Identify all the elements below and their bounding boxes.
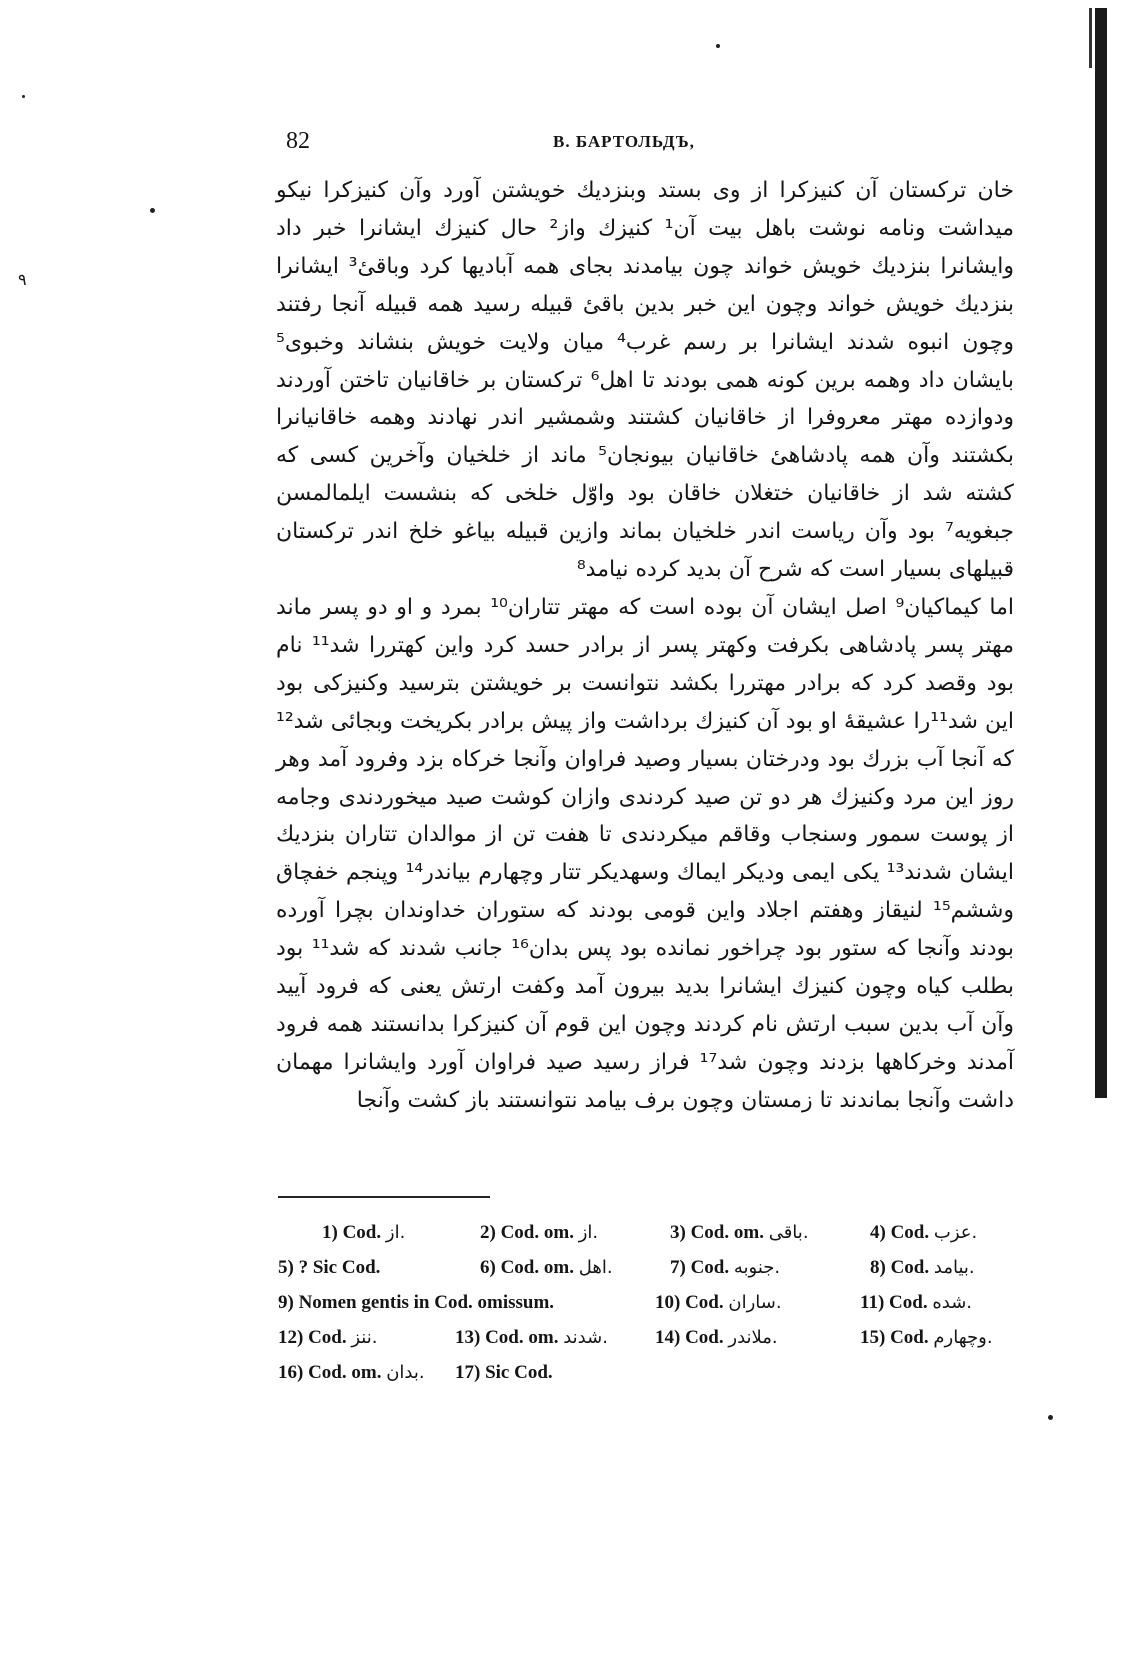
footnote-12: 12) Cod. ننز.	[278, 1327, 378, 1348]
footnote-6: 6) Cod. om. اهل.	[480, 1257, 613, 1278]
running-head: В. БАРТОЛЬДЪ,	[553, 132, 695, 151]
scan-speck	[150, 208, 155, 213]
footnote-row	[270, 1222, 1020, 1257]
footnote-9: 9) Nomen gentis in Cod. omissum.	[278, 1292, 555, 1313]
footnote-10: 10) Cod. ساران.	[655, 1292, 782, 1313]
footnote-14: 14) Cod. ملاندر.	[655, 1327, 778, 1348]
paragraph-2: اما کیماکیان⁹ اصل ایشان آن بوده است که مهتر تتاران¹⁰ بمرد و او دو پسر ماند مهتر پسر پادشاهی بکرفت وکهتر پسر از برادر حسد کرد واین کهتررا شد¹¹ نام بود وقصد کرد که برادر مهتررا بکشد نتوانست بر خویشتن بترسید وکنیزکی بود این شد¹¹را عشیقهٔ او بود آن کنیزك برداشت واز پیش برادر بکریخت وبجائی شد¹² که آنجا آب بزرك بود ودرختان بسیار وصید فراوان وآنجا خرکاه بزد وفرود آمد وهر روز این مرد وکنیزك هر دو تن صید کردندی وازان کوشت صید میخوردندی وجامه از پوست سمور وسنجاب وقاقم میکردندی تا هفت تن از موالدان تتاران بنزدیك ایشان شدند¹³ یکی ایمی ودیکر ایماك وسهدیکر تتار وچهارم بیاندر¹⁴ وپنجم خفچاق وششم¹⁵ لنیقاز وهفتم اجلاد واین قومی بودند که ستوران خداوندان بچرا آورده بودند وآنجا که ستور بود چراخور نمانده بود پس بدان¹⁶ جانب شدند که شد¹¹ بود بطلب کیاه وچون کنیزك ایشانرا بدید بیرون آمد وکفت ارتش یعنی که فرود آیید وآن آب بدین سبب ارتش نام کردند وچون این قوم آن کنیزکرا بدانستند همه فرود آمدند وخرکاهها بزدند وچون شد¹⁷ فراز رسید صید فراوان آورد وایشانرا مهمان داشت وآنجا بماندند تا زمستان وچون برف بیامد نتوانستند باز کشت وآنجا	[276, 594, 1015, 1113]
footnote-11: 11) Cod. شده.	[860, 1292, 973, 1313]
footnote-5: 5) ? Sic Cod.	[278, 1257, 381, 1278]
footnote-16: 16) Cod. om. بدان.	[278, 1362, 425, 1383]
footnote-row	[270, 1327, 1020, 1362]
footnote-17: 17) Sic Cod.	[455, 1362, 553, 1383]
footnote-8: 8) Cod. بیامد.	[870, 1257, 975, 1278]
scan-speck	[716, 44, 720, 48]
footnote-7: 7) Cod. جنوبه.	[670, 1257, 781, 1278]
scan-binding-edge	[1095, 8, 1107, 1098]
footnotes	[270, 1222, 1020, 1397]
paragraph-1: خان ترکستان آن کنیزکرا از وی بستد وبنزدیك خویشتن آورد وآن کنیزکرا نیکو میداشت ونامه نوشت باهل بیت آن¹ کنیزك واز² حال کنیزك ایشانرا خبر داد وایشانرا بنزدیك خویش خواند چون بیامدند بجای همه آبادیها کرد وباقیٔ³ ایشانرا بنزدیك خویش خواند وچون این خبر بدین باقیٔ قبیله رسید همه قبیله آنجا رفتند وچون انبوه شدند ایشانرا بر رسم غرب⁴ میان ولایت خویش بنشاند وخبوی⁵ بایشان داد وهمه برین کونه همی بودند تا اهل⁶ ترکستان بر خاقانیان تاختن آوردند ودوازده مهتر معروفرا از خاقانیان کشتند وشمشیر اندر نهادند وهمه خاقانیانرا بکشتند وآن همه پادشاهیٔ خاقانیان بیونجان⁵ ماند از خلخیان وآخرین کسی که کشته شد از خاقانیان ختغلان خاقان بود واوّل خلخی که بنشست ایلمالمسن جبغویه⁷ بود وآن ریاست اندر خلخیان بماند وازین قبیله بیاغو خلخ اندر ترکستان قبیلهای بسیار است که شرح آن بدید کرده نیامد⁸	[276, 178, 1015, 583]
footnote-row	[270, 1292, 1020, 1327]
main-text	[276, 172, 1014, 1120]
footnote-row	[270, 1257, 1020, 1292]
footnote-rule	[278, 1196, 490, 1198]
footnote-row	[270, 1362, 1020, 1397]
footnote-15: 15) Cod. وچهارم.	[860, 1327, 993, 1348]
footnote-2: 2) Cod. om. از.	[480, 1222, 599, 1243]
footnote-1: 1) Cod. از.	[322, 1222, 406, 1243]
margin-mark: ۹	[18, 270, 27, 289]
scan-speck	[22, 95, 25, 98]
page-number: 82	[286, 128, 310, 154]
footnote-4: 4) Cod. عزب.	[870, 1222, 978, 1243]
footnote-13: 13) Cod. om. شدند.	[455, 1327, 608, 1348]
footnote-3: 3) Cod. om. باقی.	[670, 1222, 809, 1243]
page-header	[278, 124, 1018, 164]
scan-binding-edge-thin	[1089, 8, 1092, 68]
scan-speck	[1048, 1415, 1053, 1420]
